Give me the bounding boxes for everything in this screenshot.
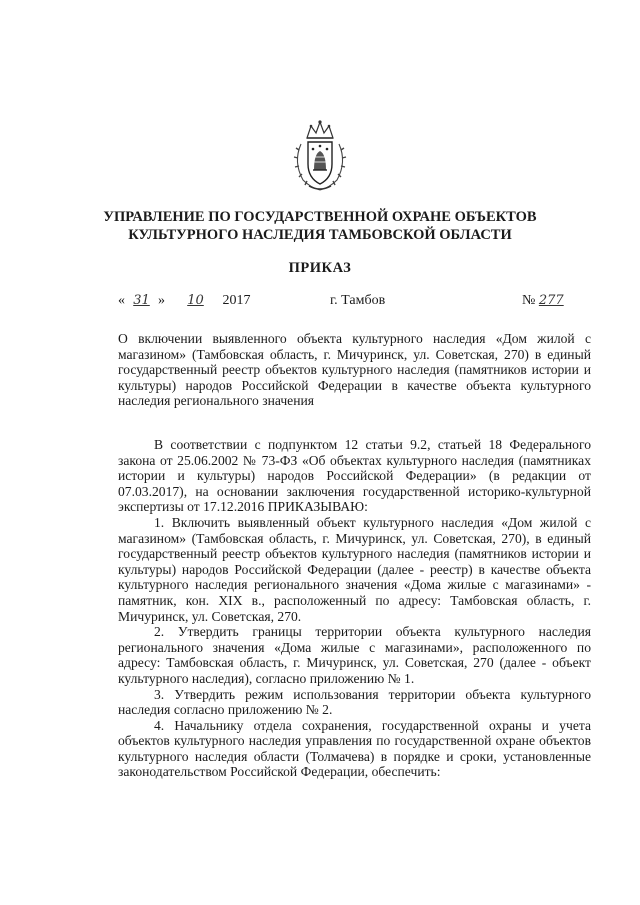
order-item-2: 2. Утвердить границы территории объекта культурного наследия регионального значения «Дома жилые с магазинами», расположенного по адресу: Тамбовская область, г. Мичуринск, ул. Советская, 270 (далее - объект культурного наследия), согласно приложению № 1. (118, 624, 591, 686)
authority-name-line2: КУЛЬТУРНОГО НАСЛЕДИЯ ТАМБОВСКОЙ ОБЛАСТИ (128, 227, 512, 243)
city-label: г. Тамбов (330, 293, 386, 308)
order-item-1: 1. Включить выявленный объект культурного наследия «Дом жилой с магазином» (Тамбовская область, г. Мичуринск, ул. Советская, 270), в единый государственный реестр объектов культурного наследия (памятников истории и культуры) народов Российской Федерации (далее - реестр) в качестве объекта культурного наследия регионального значения «Дома жилые с магазинами» - памятник, кон. XIX в., расположенный по адресу: Тамбовская область, г. Мичуринск, ул. Советская, 270. (118, 514, 591, 624)
preamble-paragraph: В соответствии с подпунктом 12 статьи 9.2, статьей 18 Федерального закона от 25.06.2002 № 73-ФЗ «Об объектах культурного наследия (памятниках истории и культуры) народов Российской Федерации» (в редакции от 07.03.2017), на основании заключения государственной историко-культурной экспертизы от 17.12.2016 ПРИКАЗЫВАЮ: (118, 437, 591, 515)
document-number-value: 277 (538, 293, 564, 308)
order-body (118, 437, 591, 780)
document-type-title: ПРИКАЗ (288, 260, 352, 276)
date-day: 31 (133, 293, 150, 308)
date-month: 10 (187, 293, 204, 308)
coat-of-arms-emblem (289, 118, 351, 194)
order-item-4: 4. Начальнику отдела сохранения, государственной охраны и учета объектов культурного наследия управления по государственной охране объектов культурного наследия области (Толмачева) в порядке и сроки, установленные законодательством Российской Федерации, обеспечить: (118, 717, 591, 780)
date-field: « 31 » 10 2017 (118, 293, 251, 308)
order-subject: О включении выявленного объекта культурного наследия «Дом жилой с магазином» (Тамбовская область, г. Мичуринск, ул. Советская, 270) в единый государственный реестр объектов культурного наследия (памятников истории и культуры) народов Российской Федерации в качестве объекта культурного наследия регионального значения (118, 331, 591, 409)
tambov-oblast-coat-of-arms-icon (289, 118, 351, 194)
order-item-3: 3. Утвердить режим использования территории объекта культурного наследия согласно приложению № 2. (118, 686, 591, 718)
document-number: № 277 (522, 293, 564, 308)
authority-name-line1: УПРАВЛЕНИЕ ПО ГОСУДАРСТВЕННОЙ ОХРАНЕ ОБЪЕКТОВ (103, 209, 537, 225)
date-year: 2017 (222, 293, 251, 308)
